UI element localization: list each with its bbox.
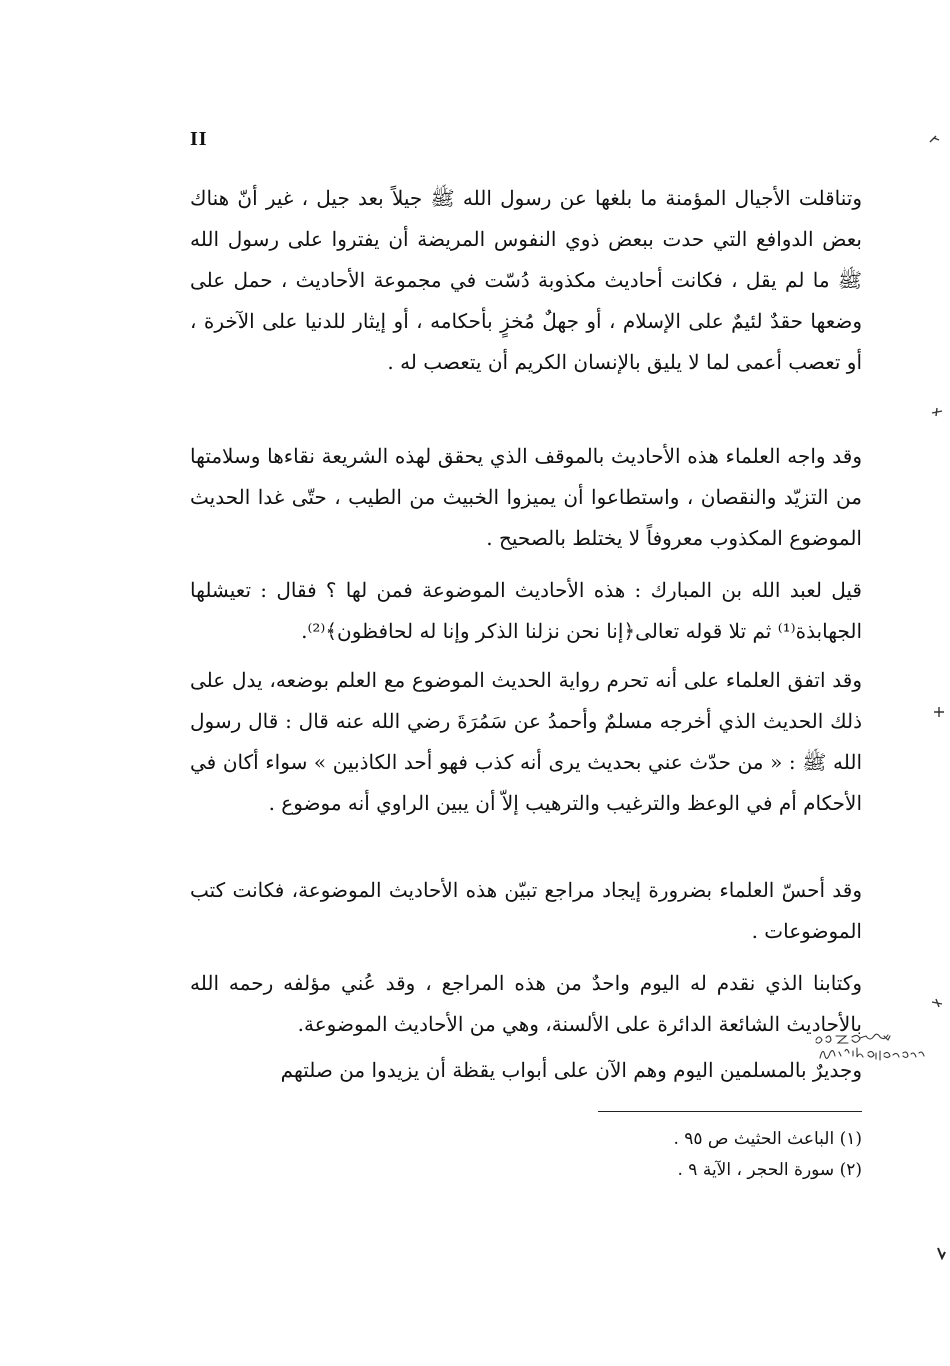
paragraph-7: وجديرٌ بالمسلمين اليوم وهم الآن على أبواب يقظة أن يزيدوا من صلتهم [280,1058,862,1082]
margin-mark-icon [934,1246,948,1260]
paragraph-3: قيل لعبد الله بن المبارك : هذه الأحاديث الموضوعة فمن لها ؟ فقال : تعيشلها الجهابذة⁽¹⁾ ثم تلا قوله تعالى﴿إنا نحن نزلنا الذكر وإنا له لحافظون﴾⁽²⁾. [190,578,862,643]
margin-mark-icon [932,705,946,719]
margin-mark-icon [930,405,944,419]
paragraph-1: وتناقلت الأجيال المؤمنة ما بلغها عن رسول الله ﷺ جيلاً بعد جيل ، غير أنّ هناك بعض الدوافع التي حدت ببعض ذوي النفوس المريضة أن يفتروا على رسول الله ﷺ ما لم يقل ، فكانت أحاديث مكذوبة دُسّت في مجموعة الأحاديث ، حمل على وضعها حقدٌ لئيمٌ على الإسلام ، أو جهلٌ مُخزٍ بأحكامه ، أو إيثار للدنيا على الآخرة ، أو تعصب أعمى لما لا يليق بالإنسان الكريم أن يتعصب له . [190,186,862,374]
paragraph-4: وقد اتفق العلماء على أنه تحرم رواية الحديث الموضوع مع العلم بوضعه، يدل على ذلك الحديث الذي أخرجه مسلمٌ وأحمدُ عن سَمُرَةَ رضي الله عنه قال : قال رسول الله ﷺ : « من حدّث عني بحديث يرى أنه كذب فهو أحد الكاذبين » سواء أكان في الأحكام أم في الوعظ والترغيب والترهيب إلاّ أن يبين الراوي أنه موضوع . [190,668,863,815]
footnote-2: (٢) سورة الحجر ، الآية ٩ . [677,1160,862,1180]
paragraph-2: وقد واجه العلماء هذه الأحاديث بالموقف الذي يحقق لهذه الشريعة نقاءها وسلامتها من التزيّد والنقصان ، واستطاعوا أن يميزوا الخبيث من الطيب ، حتّى غدا الحديث الموضوع المكذوب معروفاً لا يختلط بالصحيح . [190,444,862,550]
footnote-1: (١) الباعث الحثيث ص ٩٥ . [673,1129,862,1149]
footnote-separator [598,1111,862,1112]
page-number: II [190,128,208,150]
paragraph-5: وقد أحسّ العلماء بضرورة إيجاد مراجع تبيّن هذه الأحاديث الموضوعة، فكانت كتب الموضوعات . [190,878,862,943]
margin-mark-icon [928,132,942,146]
handwritten-annotation [812,1028,946,1068]
margin-mark-icon [930,996,944,1010]
paragraph-6: وكتابنا الذي نقدم له اليوم واحدٌ من هذه المراجع ، وقد عُني مؤلفه رحمه الله بالأحاديث الشائعة الدائرة على الألسنة، وهي من الأحاديث الموضوعة. [190,971,862,1036]
